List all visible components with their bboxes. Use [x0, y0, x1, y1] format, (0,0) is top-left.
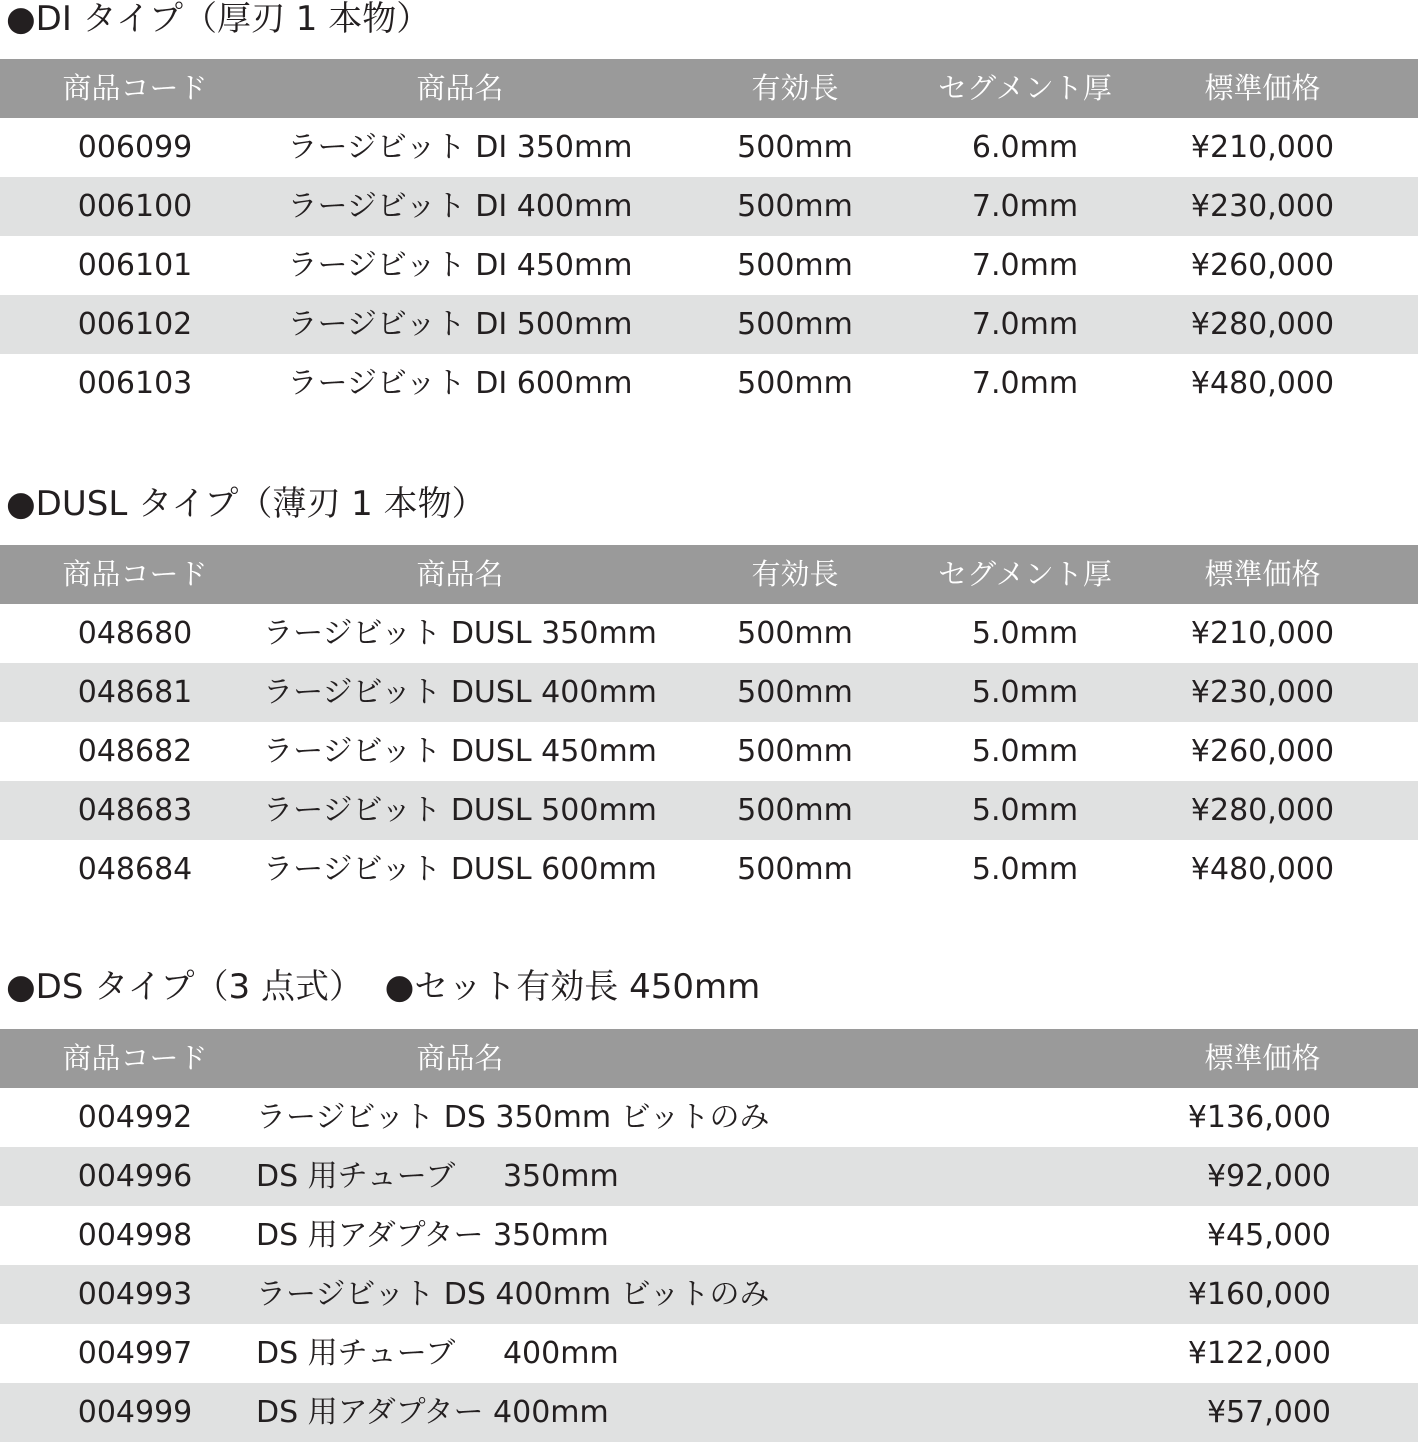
segment-thickness: 7.0mm — [971, 189, 1079, 224]
standard-price: ¥45,000 — [1206, 1218, 1331, 1253]
table-row — [0, 1265, 1418, 1324]
table-row — [0, 118, 1418, 177]
product-name: ラージビット DI 600mm — [287, 366, 633, 401]
header-price: 標準価格 — [1204, 71, 1321, 105]
segment-thickness: 7.0mm — [971, 248, 1079, 283]
table-row — [0, 604, 1418, 663]
standard-price: ¥260,000 — [1190, 248, 1335, 283]
effective-length: 500mm — [737, 366, 853, 401]
product-code: 048684 — [77, 852, 193, 887]
product-name: ラージビット DI 450mm — [287, 248, 633, 283]
product-name: ラージビット DUSL 350mm — [263, 616, 657, 651]
effective-length: 500mm — [737, 189, 853, 224]
header-name: 商品名 — [416, 557, 504, 591]
segment-thickness: 5.0mm — [971, 616, 1079, 651]
header-length: 有効長 — [751, 557, 839, 591]
effective-length: 500mm — [737, 130, 853, 165]
product-code: 004999 — [77, 1395, 193, 1430]
product-name: ラージビット DUSL 500mm — [263, 793, 657, 828]
section-title-ds: ●DS タイプ（3 点式） ●セット有効長 450mm — [6, 967, 761, 1007]
header-price: 標準価格 — [1204, 557, 1321, 591]
effective-length: 500mm — [737, 675, 853, 710]
table-row — [0, 1206, 1418, 1265]
standard-price: ¥280,000 — [1190, 793, 1335, 828]
product-code: 006101 — [77, 248, 193, 283]
product-name: DS 用チューブ 350mm — [256, 1159, 619, 1194]
segment-thickness: 5.0mm — [971, 852, 1079, 887]
table-ds — [0, 1029, 1418, 1442]
table-row — [0, 177, 1418, 236]
segment-thickness: 5.0mm — [971, 675, 1079, 710]
standard-price: ¥92,000 — [1206, 1159, 1331, 1194]
table-row — [0, 663, 1418, 722]
product-name: ラージビット DI 400mm — [287, 189, 633, 224]
header-segment: セグメント厚 — [938, 557, 1112, 591]
effective-length: 500mm — [737, 852, 853, 887]
standard-price: ¥260,000 — [1190, 734, 1335, 769]
standard-price: ¥230,000 — [1190, 675, 1335, 710]
product-code: 048682 — [77, 734, 193, 769]
table-row — [0, 1324, 1418, 1383]
product-name: DS 用アダプター 400mm — [256, 1395, 609, 1430]
table-row — [0, 295, 1418, 354]
table-row — [0, 1147, 1418, 1206]
product-code: 048683 — [77, 793, 193, 828]
effective-length: 500mm — [737, 793, 853, 828]
table-row — [0, 840, 1418, 899]
product-code: 006103 — [77, 366, 193, 401]
standard-price: ¥57,000 — [1206, 1395, 1331, 1430]
standard-price: ¥230,000 — [1190, 189, 1335, 224]
product-name: ラージビット DS 400mm ビットのみ — [256, 1277, 770, 1312]
product-name: ラージビット DI 350mm — [287, 130, 633, 165]
product-name: ラージビット DUSL 600mm — [263, 852, 657, 887]
product-code: 048681 — [77, 675, 193, 710]
table-header — [0, 545, 1418, 604]
effective-length: 500mm — [737, 307, 853, 342]
product-code: 004998 — [77, 1218, 193, 1253]
header-segment: セグメント厚 — [938, 71, 1112, 105]
standard-price: ¥210,000 — [1190, 130, 1335, 165]
segment-thickness: 7.0mm — [971, 366, 1079, 401]
table-header — [0, 1029, 1418, 1088]
product-code: 006102 — [77, 307, 193, 342]
standard-price: ¥160,000 — [1187, 1277, 1331, 1312]
product-code: 006100 — [77, 189, 193, 224]
product-code: 004997 — [77, 1336, 193, 1371]
header-name: 商品名 — [416, 1041, 504, 1075]
segment-thickness: 6.0mm — [971, 130, 1079, 165]
table-row — [0, 722, 1418, 781]
standard-price: ¥136,000 — [1187, 1100, 1331, 1135]
effective-length: 500mm — [737, 248, 853, 283]
standard-price: ¥480,000 — [1190, 852, 1335, 887]
effective-length: 500mm — [737, 734, 853, 769]
section-title-dusl: ●DUSL タイプ（薄刃 1 本物） — [6, 484, 486, 524]
table-dusl — [0, 545, 1418, 899]
product-name: ラージビット DI 500mm — [287, 307, 633, 342]
product-name: DS 用チューブ 400mm — [256, 1336, 619, 1371]
product-name: ラージビット DUSL 450mm — [263, 734, 657, 769]
table-row — [0, 1383, 1418, 1442]
product-name: ラージビット DS 350mm ビットのみ — [256, 1100, 770, 1135]
product-code: 004996 — [77, 1159, 193, 1194]
header-code: 商品コード — [62, 71, 208, 105]
effective-length: 500mm — [737, 616, 853, 651]
standard-price: ¥280,000 — [1190, 307, 1335, 342]
table-header — [0, 59, 1418, 118]
product-code: 004992 — [77, 1100, 193, 1135]
table-di — [0, 59, 1418, 413]
product-code: 004993 — [77, 1277, 193, 1312]
table-row — [0, 236, 1418, 295]
table-row — [0, 1088, 1418, 1147]
header-name: 商品名 — [416, 71, 504, 105]
product-name: DS 用アダプター 350mm — [256, 1218, 609, 1253]
standard-price: ¥480,000 — [1190, 366, 1335, 401]
segment-thickness: 5.0mm — [971, 793, 1079, 828]
product-code: 048680 — [77, 616, 193, 651]
section-title-di: ●DI タイプ（厚刃 1 本物） — [6, 0, 431, 39]
header-price: 標準価格 — [1204, 1041, 1321, 1075]
table-row — [0, 354, 1418, 413]
header-length: 有効長 — [751, 71, 839, 105]
product-name: ラージビット DUSL 400mm — [263, 675, 657, 710]
product-code: 006099 — [77, 130, 193, 165]
standard-price: ¥210,000 — [1190, 616, 1335, 651]
segment-thickness: 7.0mm — [971, 307, 1079, 342]
standard-price: ¥122,000 — [1187, 1336, 1331, 1371]
segment-thickness: 5.0mm — [971, 734, 1079, 769]
header-code: 商品コード — [62, 557, 208, 591]
table-row — [0, 781, 1418, 840]
header-code: 商品コード — [62, 1041, 208, 1075]
